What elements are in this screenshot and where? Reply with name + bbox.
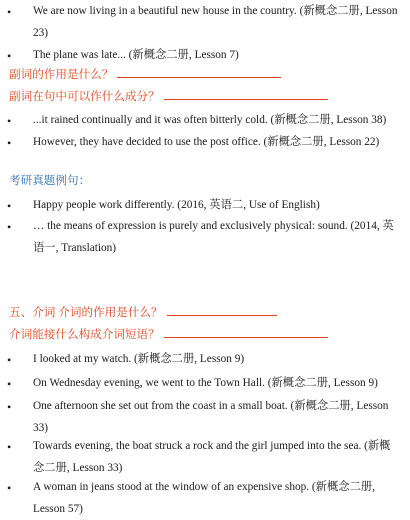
question-text: 副词的作用是什么？	[9, 68, 114, 81]
bullet-icon: •	[7, 220, 12, 234]
example-sentence: One afternoon she set out from the coast in a small boat. (新概念二册, Lesson 33)	[33, 400, 389, 434]
example-sentence: Happy people work differently. (2016, 英语二, Use of English)	[33, 199, 320, 211]
bullet-icon: •	[7, 49, 12, 63]
bullet-icon: •	[7, 136, 12, 150]
example-sentence: On Wednesday evening, we went to the Town Hall. (新概念二册, Lesson 9)	[33, 377, 378, 389]
answer-blank	[167, 303, 277, 316]
answer-blank	[164, 87, 328, 100]
question-text: 副词在句中可以作什么成分？	[9, 90, 160, 103]
bullet-icon: •	[7, 377, 12, 391]
bullet-icon: •	[7, 481, 12, 495]
example-sentence: Towards evening, the boat struck a rock and the girl jumped into the sea. (新概念二册, Lesson 33)	[33, 440, 391, 474]
bullet-icon: •	[7, 5, 12, 19]
example-sentence: I looked at my watch. (新概念二册, Lesson 9)	[33, 353, 245, 365]
exam-examples-heading: 考研真题例句：	[9, 174, 91, 187]
bullet-icon: •	[7, 400, 12, 414]
example-sentence: However, they have decided to use the post office. (新概念二册, Lesson 22)	[33, 136, 380, 148]
question-line	[9, 65, 281, 84]
question-line	[9, 87, 328, 106]
bullet-icon: •	[7, 199, 12, 213]
bullet-icon: •	[7, 353, 12, 367]
bullet-icon: •	[7, 114, 12, 128]
answer-blank	[164, 325, 328, 338]
section-title: 五、介词 介词的作用是什么？	[9, 306, 163, 319]
example-sentence: We are now living in a beautiful new house in the country. (新概念二册, Lesson 23)	[33, 5, 398, 39]
example-sentence: A woman in jeans stood at the window of an expensive shop. (新概念二册, Lesson 57)	[33, 481, 375, 515]
example-sentence: The plane was late... (新概念二册, Lesson 7)	[33, 49, 239, 61]
section-heading	[9, 303, 277, 322]
example-sentence: ...it rained continually and it was often bitterly cold. (新概念二册, Lesson 38)	[33, 114, 387, 126]
example-sentence: … the means of expression is purely and exclusively physical: sound. (2014, 英语一, Translation)	[33, 220, 394, 254]
answer-blank	[117, 65, 281, 78]
question-text: 介词能接什么构成介词短语？	[9, 328, 160, 341]
question-line	[9, 325, 328, 344]
bullet-icon: •	[7, 440, 12, 454]
